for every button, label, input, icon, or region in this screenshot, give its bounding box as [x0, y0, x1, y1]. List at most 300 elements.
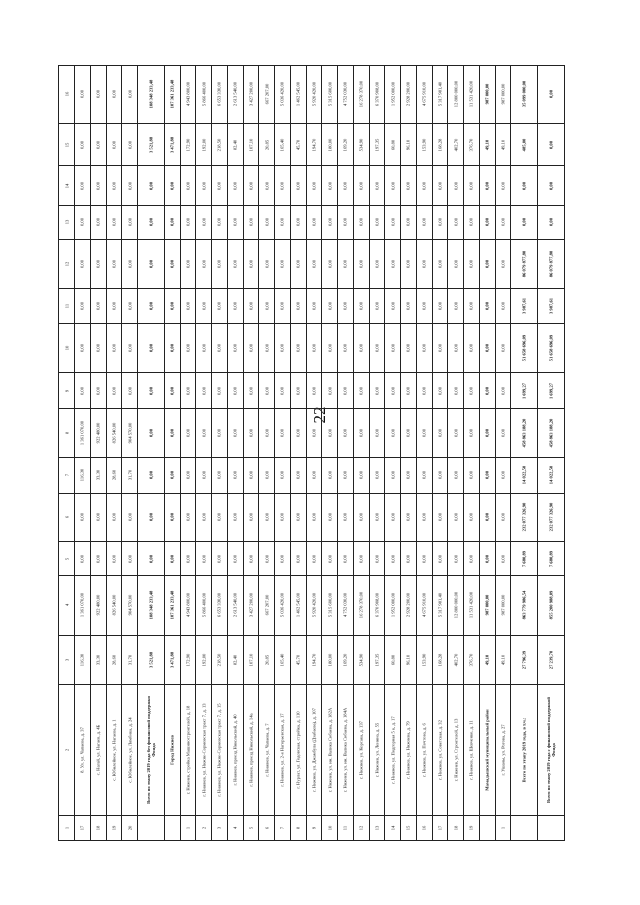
- cell-value: 0,00: [79, 259, 85, 268]
- table-cell: [90, 636, 106, 685]
- table-cell: [479, 457, 495, 493]
- address-cell: [243, 684, 259, 815]
- table-cell: [275, 816, 291, 841]
- table-cell: [259, 288, 275, 324]
- table-cell: [243, 288, 259, 324]
- cell-value: 0,00: [468, 554, 474, 563]
- cell-value: 0,00: [311, 386, 317, 395]
- column-number-cell: [59, 408, 75, 457]
- table-cell: [353, 239, 369, 288]
- table-cell: [479, 575, 495, 635]
- table-cell: [495, 542, 511, 575]
- column-number-cell: [59, 123, 75, 165]
- cell-value: 0,00: [264, 181, 270, 190]
- cell-value: 6 370 908,00: [374, 82, 380, 107]
- cell-value: 51 658 696,09: [548, 335, 554, 362]
- cell-value: 5 315 600,00: [327, 82, 333, 107]
- table-cell: [290, 816, 306, 841]
- cell-value: 0,00: [279, 471, 285, 480]
- cell-value: 0,00: [295, 301, 301, 310]
- cell-value: 0,00: [295, 428, 301, 437]
- table-cell: [75, 239, 91, 288]
- cell-value: 0,00: [169, 513, 175, 522]
- table-cell: [212, 166, 228, 206]
- cell-value: 0,00: [421, 344, 427, 353]
- address-text: г. Нижнев, ул. Чапаева, д. 7: [264, 723, 270, 777]
- table-cell: [180, 575, 196, 635]
- cell-value: 0,00: [421, 471, 427, 480]
- address-cell: [479, 684, 495, 815]
- address-cell: [338, 684, 354, 815]
- address-cell: [290, 684, 306, 815]
- cell-value: 0,00: [327, 386, 333, 395]
- cell-value: 0,00: [453, 471, 459, 480]
- cell-value: 0,00: [279, 386, 285, 395]
- table-cell: [338, 66, 354, 124]
- table-cell: [212, 373, 228, 409]
- table-cell: [511, 816, 538, 841]
- table-cell: [138, 457, 165, 493]
- table-cell: [106, 636, 122, 685]
- table-cell: [259, 457, 275, 493]
- cell-value: 1 952 000,00: [390, 82, 396, 107]
- table-cell: [322, 408, 338, 457]
- cell-value: 12 800 000,00: [453, 592, 459, 619]
- table-cell: [106, 288, 122, 324]
- table-cell: [75, 373, 91, 409]
- table-cell: [448, 66, 464, 124]
- cell-value: 0,00: [327, 471, 333, 480]
- cell-value: 0,00: [453, 513, 459, 522]
- cell-value: 0,00: [127, 386, 133, 395]
- table-cell: [212, 66, 228, 124]
- cell-value: 0,00: [216, 259, 222, 268]
- address-text: 8. Ул. ул. Чапаева, д. 37: [79, 727, 85, 774]
- cell-value: 0,00: [390, 344, 396, 353]
- table-cell: [259, 408, 275, 457]
- table-cell: [385, 288, 401, 324]
- table-cell: [338, 493, 354, 542]
- cell-value: 60,80: [390, 654, 396, 666]
- cell-value: 0,00: [327, 259, 333, 268]
- address-cell: [164, 684, 180, 815]
- table-cell: [75, 166, 91, 206]
- cell-value: 0,00: [111, 513, 117, 522]
- cell-value: 0,00: [468, 386, 474, 395]
- cell-value: 0,00: [248, 386, 254, 395]
- cell-value: 0,00: [148, 218, 154, 227]
- cell-value: 0,00: [405, 344, 411, 353]
- cell-value: 0,00: [169, 428, 175, 437]
- table-cell: [322, 457, 338, 493]
- cell-value: 376,70: [468, 138, 474, 151]
- cell-value: 0,00: [390, 471, 396, 480]
- table-cell: [122, 123, 138, 165]
- table-cell: [180, 493, 196, 542]
- table-cell: [448, 575, 464, 635]
- table-cell: [385, 206, 401, 239]
- table-cell: [164, 636, 180, 685]
- cell-value: 0,00: [185, 554, 191, 563]
- cell-value: 0,00: [500, 386, 506, 395]
- cell-value: 0,00: [79, 140, 85, 149]
- cell-value: 0,00: [279, 181, 285, 190]
- cell-value: 0,00: [264, 344, 270, 353]
- cell-value: 0,00: [437, 386, 443, 395]
- cell-value: 4 675 910,00: [421, 593, 427, 618]
- table-cell: [106, 457, 122, 493]
- table-cell: [401, 575, 417, 635]
- table-cell: [75, 206, 91, 239]
- cell-value: 534,90: [358, 138, 364, 151]
- address-cell: [106, 684, 122, 815]
- cell-value: 458 863 188,20: [521, 418, 527, 448]
- table-cell: [290, 123, 306, 165]
- table-cell: [432, 166, 448, 206]
- cell-value: 0,00: [148, 428, 154, 437]
- cell-value: 0,00: [295, 386, 301, 395]
- table-cell: [538, 816, 565, 841]
- column-number-cell: [59, 636, 75, 685]
- table-cell: [385, 66, 401, 124]
- cell-value: 0,00: [185, 428, 191, 437]
- table-cell: [322, 542, 338, 575]
- cell-value: 0,00: [185, 471, 191, 480]
- cell-value: 0,00: [548, 218, 554, 227]
- table-cell: [164, 493, 180, 542]
- cell-value: 0,00: [311, 513, 317, 522]
- cell-value: 11 531 420,00: [468, 81, 474, 108]
- table-cell: [479, 636, 495, 685]
- cell-value: 0,00: [342, 554, 348, 563]
- table-cell: [464, 575, 480, 635]
- cell-value: 232 077 326,90: [521, 503, 527, 532]
- program-table: [58, 65, 565, 841]
- cell-value: 987 000,00: [500, 595, 506, 616]
- cell-value: 0,00: [484, 259, 490, 268]
- table-cell: [448, 457, 464, 493]
- cell-value: 0,00: [232, 301, 238, 310]
- cell-value: 4 752 030,00: [342, 593, 348, 618]
- column-number: 13: [64, 220, 69, 225]
- table-cell: [106, 206, 122, 239]
- table-cell: [259, 493, 275, 542]
- cell-value: 20,85: [264, 654, 270, 666]
- cell-value: 0,00: [327, 344, 333, 353]
- table-cell: [495, 239, 511, 288]
- cell-value: 402,70: [453, 138, 459, 151]
- cell-value: 2 613 540,00: [232, 82, 238, 107]
- table-cell: [164, 206, 180, 239]
- cell-value: 0,00: [374, 471, 380, 480]
- table-cell: [353, 636, 369, 685]
- table-cell: [416, 66, 432, 124]
- table-cell: [448, 288, 464, 324]
- address-cell: [432, 684, 448, 815]
- cell-value: 0,00: [279, 301, 285, 310]
- table-cell: [275, 206, 291, 239]
- cell-value: 0,00: [405, 386, 411, 395]
- cell-value: 0,00: [79, 90, 85, 99]
- table-cell: [538, 408, 565, 457]
- table-cell: [227, 66, 243, 124]
- table-cell: [448, 324, 464, 373]
- table-cell: [479, 66, 495, 124]
- cell-value: 1 462 545,00: [295, 593, 301, 618]
- table-cell: [401, 816, 417, 841]
- cell-value: 0,00: [453, 181, 459, 190]
- address-text: г. Нижнев, проезд Никольский, д. 14а: [248, 713, 254, 787]
- cell-value: 0,00: [79, 554, 85, 563]
- cell-value: 33,30: [95, 654, 101, 666]
- table-cell: [322, 66, 338, 124]
- column-number-cell: [59, 373, 75, 409]
- cell-value: 485,00: [521, 138, 527, 151]
- cell-value: 0,00: [79, 301, 85, 310]
- table-cell: [322, 575, 338, 635]
- cell-value: 0,00: [421, 181, 427, 190]
- table-cell: [196, 166, 212, 206]
- table-cell: [243, 206, 259, 239]
- cell-value: 0,00: [468, 181, 474, 190]
- address-text: Мамадышский муниципальный район: [484, 709, 490, 791]
- table-cell: [369, 542, 385, 575]
- table-field-row: [59, 206, 565, 239]
- table-cell: [106, 324, 122, 373]
- table-cell: [448, 239, 464, 288]
- cell-value: 0,00: [232, 471, 238, 480]
- cell-value: 0,00: [127, 554, 133, 563]
- table-cell: [122, 816, 138, 841]
- cell-value: 172,90: [185, 653, 191, 667]
- table-cell: [290, 288, 306, 324]
- column-number-cell: [59, 816, 75, 841]
- table-cell: [369, 493, 385, 542]
- table-cell: [227, 288, 243, 324]
- cell-value: 0,00: [358, 344, 364, 353]
- table-cell: [243, 636, 259, 685]
- cell-value: 0,00: [148, 554, 154, 563]
- address-text: г. Нурлат, ул. Годовская, стройка, д. 110: [295, 711, 301, 789]
- cell-value: 0,00: [374, 301, 380, 310]
- cell-value: 0,00: [169, 344, 175, 353]
- cell-value: 2 928 200,00: [405, 82, 411, 107]
- table-cell: [196, 575, 212, 635]
- cell-value: 0,00: [279, 428, 285, 437]
- table-cell: [479, 324, 495, 373]
- cell-value: 49,10: [484, 139, 490, 150]
- cell-value: 2 613 540,00: [232, 593, 238, 618]
- table-cell: [106, 239, 122, 288]
- table-cell: [448, 816, 464, 841]
- address-text: г. Нижнев, ул. Почтова, д. 6: [421, 723, 427, 778]
- address-cell: [196, 684, 212, 815]
- column-number-cell: [59, 206, 75, 239]
- cell-value: 0,00: [201, 344, 207, 353]
- cell-value: 0,00: [421, 554, 427, 563]
- cell-value: 169,20: [342, 653, 348, 667]
- cell-value: 0,00: [342, 301, 348, 310]
- cell-value: 218,50: [216, 653, 222, 667]
- cell-value: 0,00: [437, 181, 443, 190]
- cell-value: 49,10: [484, 654, 490, 666]
- table-cell: [416, 575, 432, 635]
- cell-value: 1 361 070,00: [79, 420, 85, 445]
- table-field-row: [59, 684, 565, 815]
- table-cell: [75, 816, 91, 841]
- cell-value: 0,00: [232, 386, 238, 395]
- cell-value: 35 099 000,00: [521, 81, 527, 108]
- cell-value: 0,00: [127, 90, 133, 99]
- address-text: г. Нижнев, ул. Подгорная 5 к, д. 17: [390, 716, 396, 784]
- table-cell: [138, 324, 165, 373]
- table-cell: [122, 239, 138, 288]
- cell-value: 0,00: [185, 181, 191, 190]
- table-cell: [322, 123, 338, 165]
- cell-value: 0,00: [185, 259, 191, 268]
- cell-value: 0,00: [111, 259, 117, 268]
- address-cell: [75, 684, 91, 815]
- table-cell: [369, 66, 385, 124]
- table-cell: [290, 542, 306, 575]
- cell-value: 0,00: [264, 259, 270, 268]
- table-cell: [164, 123, 180, 165]
- table-cell: [369, 206, 385, 239]
- table-cell: [275, 493, 291, 542]
- column-number: 8: [64, 431, 69, 435]
- cell-value: 0,00: [484, 218, 490, 227]
- table-cell: [259, 206, 275, 239]
- cell-value: 17: [79, 825, 85, 831]
- cell-value: 904 570,00: [127, 422, 133, 444]
- cell-value: 0,00: [295, 554, 301, 563]
- cell-value: 0,00: [374, 386, 380, 395]
- table-cell: [538, 575, 565, 635]
- cell-value: 3 471,88: [169, 651, 175, 669]
- cell-value: 0,00: [111, 554, 117, 563]
- table-cell: [322, 636, 338, 685]
- address-cell: [385, 684, 401, 815]
- cell-value: 0,00: [248, 259, 254, 268]
- table-cell: [306, 457, 322, 493]
- cell-value: 33,30: [95, 470, 101, 481]
- cell-value: 5 866 400,00: [201, 593, 207, 618]
- cell-value: 107 361 233,48: [169, 591, 175, 620]
- table-cell: [432, 816, 448, 841]
- table-cell: [322, 373, 338, 409]
- table-cell: [212, 288, 228, 324]
- cell-value: 0,00: [127, 181, 133, 190]
- address-cell: [227, 684, 243, 815]
- cell-value: 11: [342, 825, 348, 831]
- cell-value: 0,00: [95, 513, 101, 522]
- address-cell: [401, 684, 417, 815]
- table-cell: [122, 457, 138, 493]
- address-cell: [353, 684, 369, 815]
- table-field-row: [59, 636, 565, 685]
- cell-value: 1 462 545,00: [295, 82, 301, 107]
- cell-value: 0,00: [248, 554, 254, 563]
- cell-value: 2: [201, 827, 207, 830]
- cell-value: 0,00: [311, 301, 317, 310]
- table-cell: [227, 636, 243, 685]
- cell-value: 0,00: [500, 218, 506, 227]
- cell-value: 0,00: [185, 513, 191, 522]
- cell-value: 863 779 986,54: [521, 591, 527, 620]
- cell-value: 45,70: [295, 139, 301, 150]
- cell-value: 116,30: [79, 653, 85, 667]
- cell-value: 45,70: [295, 654, 301, 666]
- table-cell: [138, 206, 165, 239]
- cell-value: 0,00: [468, 471, 474, 480]
- table-cell: [138, 493, 165, 542]
- column-number-cell: [59, 684, 75, 815]
- table-cell: [138, 288, 165, 324]
- cell-value: 0,00: [264, 513, 270, 522]
- cell-value: 86 079 877,80: [521, 250, 527, 277]
- cell-value: 3 471,88: [169, 136, 175, 153]
- table-cell: [243, 575, 259, 635]
- table-cell: [353, 457, 369, 493]
- address-text: г. Нижнев, ул. Советская, д. 32: [437, 720, 443, 781]
- address-text: Всего по этапу 2019 года с финансовой поддержкой Фонда: [545, 697, 556, 804]
- cell-value: 3 987,61: [521, 297, 527, 315]
- table-cell: [164, 324, 180, 373]
- cell-value: 826 540,00: [111, 595, 117, 616]
- cell-value: 18: [453, 825, 459, 831]
- table-cell: [538, 239, 565, 288]
- table-cell: [432, 324, 448, 373]
- table-cell: [259, 373, 275, 409]
- table-cell: [227, 542, 243, 575]
- table-cell: [212, 324, 228, 373]
- cell-value: 0,00: [95, 90, 101, 99]
- table-cell: [306, 288, 322, 324]
- cell-value: 1: [185, 827, 191, 830]
- table-cell: [106, 123, 122, 165]
- cell-value: 0,00: [216, 344, 222, 353]
- table-cell: [322, 288, 338, 324]
- cell-value: 0,00: [374, 218, 380, 227]
- cell-value: 0,00: [169, 386, 175, 395]
- cell-value: 0,00: [201, 513, 207, 522]
- table-cell: [448, 408, 464, 457]
- table-cell: [511, 239, 538, 288]
- table-cell: [338, 542, 354, 575]
- table-cell: [369, 575, 385, 635]
- table-field-row: [59, 373, 565, 409]
- table-cell: [259, 166, 275, 206]
- table-cell: [138, 542, 165, 575]
- cell-value: 0,00: [169, 554, 175, 563]
- table-cell: [212, 206, 228, 239]
- table-cell: [122, 542, 138, 575]
- table-cell: [138, 575, 165, 635]
- cell-value: 96,10: [405, 654, 411, 666]
- table-cell: [164, 542, 180, 575]
- cell-value: 6 370 908,00: [374, 593, 380, 618]
- table-cell: [227, 239, 243, 288]
- table-cell: [448, 123, 464, 165]
- table-cell: [538, 493, 565, 542]
- table-cell: [138, 408, 165, 457]
- cell-value: 0,00: [232, 181, 238, 190]
- table-cell: [290, 636, 306, 685]
- table-cell: [164, 166, 180, 206]
- cell-value: 0,00: [264, 301, 270, 310]
- cell-value: 0,00: [111, 90, 117, 99]
- table-field-row: [59, 123, 565, 165]
